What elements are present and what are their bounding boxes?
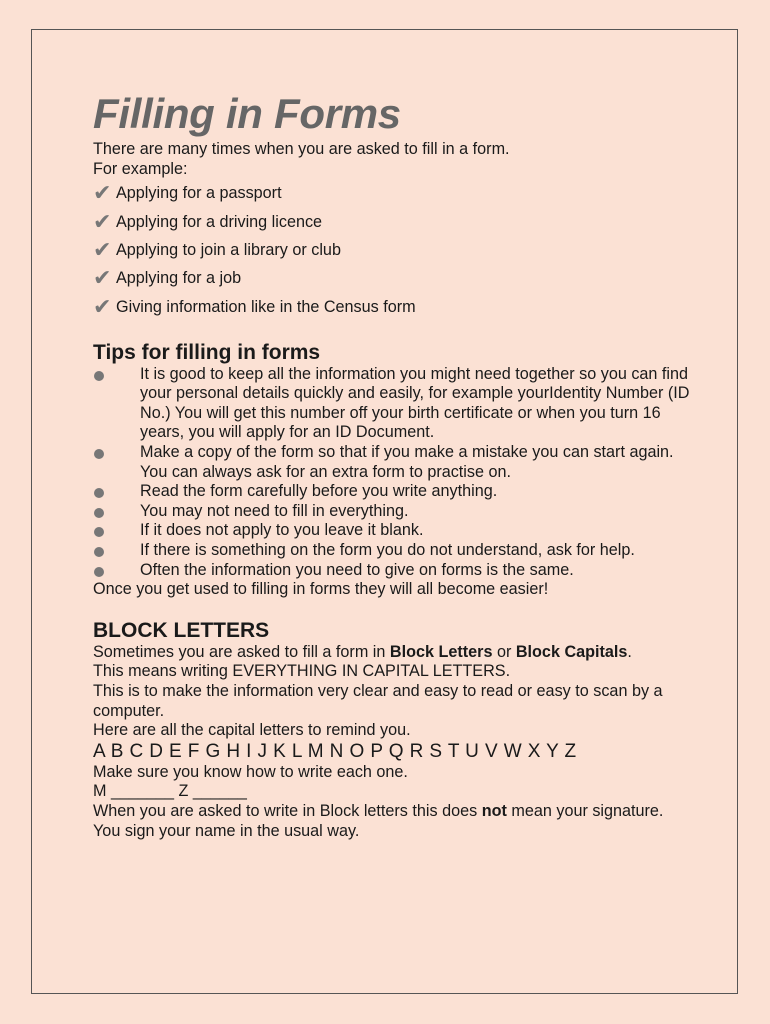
paragraph-text: When you are asked to write in Block letters this does xyxy=(93,801,482,820)
paragraph-text: mean your signature. You sign your name in the usual way. xyxy=(93,801,664,840)
list-item xyxy=(93,521,693,541)
bullet-icon xyxy=(94,488,104,498)
block-letters-heading: BLOCK LETTERS xyxy=(93,618,270,642)
list-item-text: Applying for a job xyxy=(116,269,242,288)
list-item xyxy=(93,236,693,264)
list-item xyxy=(93,292,693,320)
bullet-icon xyxy=(94,371,104,381)
list-item-text: If it does not apply to you leave it blank. xyxy=(140,521,424,540)
bold-term: Block Letters xyxy=(389,642,493,661)
block-line: This means writing EVERYTHING IN CAPITAL LETTERS. xyxy=(93,662,511,681)
page-title: Filling in Forms xyxy=(93,90,401,137)
checkmark-icon: ✔ xyxy=(93,293,112,319)
block-line: This is to make the information very clear and easy to read or easy to scan by a computer. xyxy=(93,681,663,720)
list-item xyxy=(93,207,693,235)
tips-closing: Once you get used to filling in forms they will all become easier! xyxy=(93,580,549,599)
list-item-text: Read the form carefully before you write anything. xyxy=(140,482,498,501)
bullet-icon xyxy=(94,527,104,537)
bullet-icon xyxy=(94,567,104,577)
tips-list xyxy=(93,365,693,581)
document-content xyxy=(93,88,693,841)
list-item xyxy=(93,443,693,482)
intro-line: For example: xyxy=(93,159,188,178)
list-item-text: Applying for a driving licence xyxy=(116,212,323,231)
list-item-text: Applying to join a library or club xyxy=(116,240,341,259)
bold-term: Block Capitals xyxy=(515,642,628,661)
list-item xyxy=(93,179,693,207)
block-line: Here are all the capital letters to remind you. xyxy=(93,721,411,740)
tips-heading: Tips for filling in forms xyxy=(93,340,321,364)
list-item xyxy=(93,502,693,522)
list-item-text: Make a copy of the form so that if you make a mistake you can start again. You can always ask for an extra form to practise on. xyxy=(140,443,674,481)
paragraph-text: Sometimes you are asked to fill a form in xyxy=(93,642,390,661)
alphabet-line: A B C D E F G H I J K L M N O P Q R S T U V W X Y Z xyxy=(93,740,577,762)
list-item xyxy=(93,482,693,502)
paragraph-text: . xyxy=(627,642,632,661)
bullet-icon xyxy=(94,547,104,557)
list-item-text: Often the information you need to give on forms is the same. xyxy=(140,560,574,579)
list-item-text: If there is something on the form you do not understand, ask for help. xyxy=(140,541,635,560)
list-item-text: Giving information like in the Census form xyxy=(116,297,416,316)
bullet-icon xyxy=(94,508,104,518)
checkmark-icon: ✔ xyxy=(93,208,112,234)
bullet-icon xyxy=(94,449,104,459)
list-item xyxy=(93,561,693,581)
list-item xyxy=(93,365,693,443)
list-item xyxy=(93,264,693,292)
block-paragraph xyxy=(93,802,693,841)
checkmark-icon: ✔ xyxy=(93,265,112,291)
examples-list xyxy=(93,179,693,320)
block-paragraph xyxy=(93,643,693,663)
block-line: Make sure you know how to write each one. xyxy=(93,762,408,781)
intro-line: There are many times when you are asked to fill in a form. xyxy=(93,140,510,158)
list-item xyxy=(93,541,693,561)
list-item-text: You may not need to fill in everything. xyxy=(140,501,409,520)
bold-term: not xyxy=(481,801,507,820)
checkmark-icon: ✔ xyxy=(93,180,112,206)
practice-line: M _______ Z ______ xyxy=(93,782,247,801)
list-item-text: It is good to keep all the information you might need together so you can find your personal details quickly and easily, for example yourIdentity Number (ID No.) You will get this number off your birth certificate or when you turn 16 years, you will apply for an ID Document. xyxy=(140,364,690,442)
list-item-text: Applying for a passport xyxy=(116,184,282,203)
paragraph-text: or xyxy=(492,642,516,661)
checkmark-icon: ✔ xyxy=(93,236,112,262)
